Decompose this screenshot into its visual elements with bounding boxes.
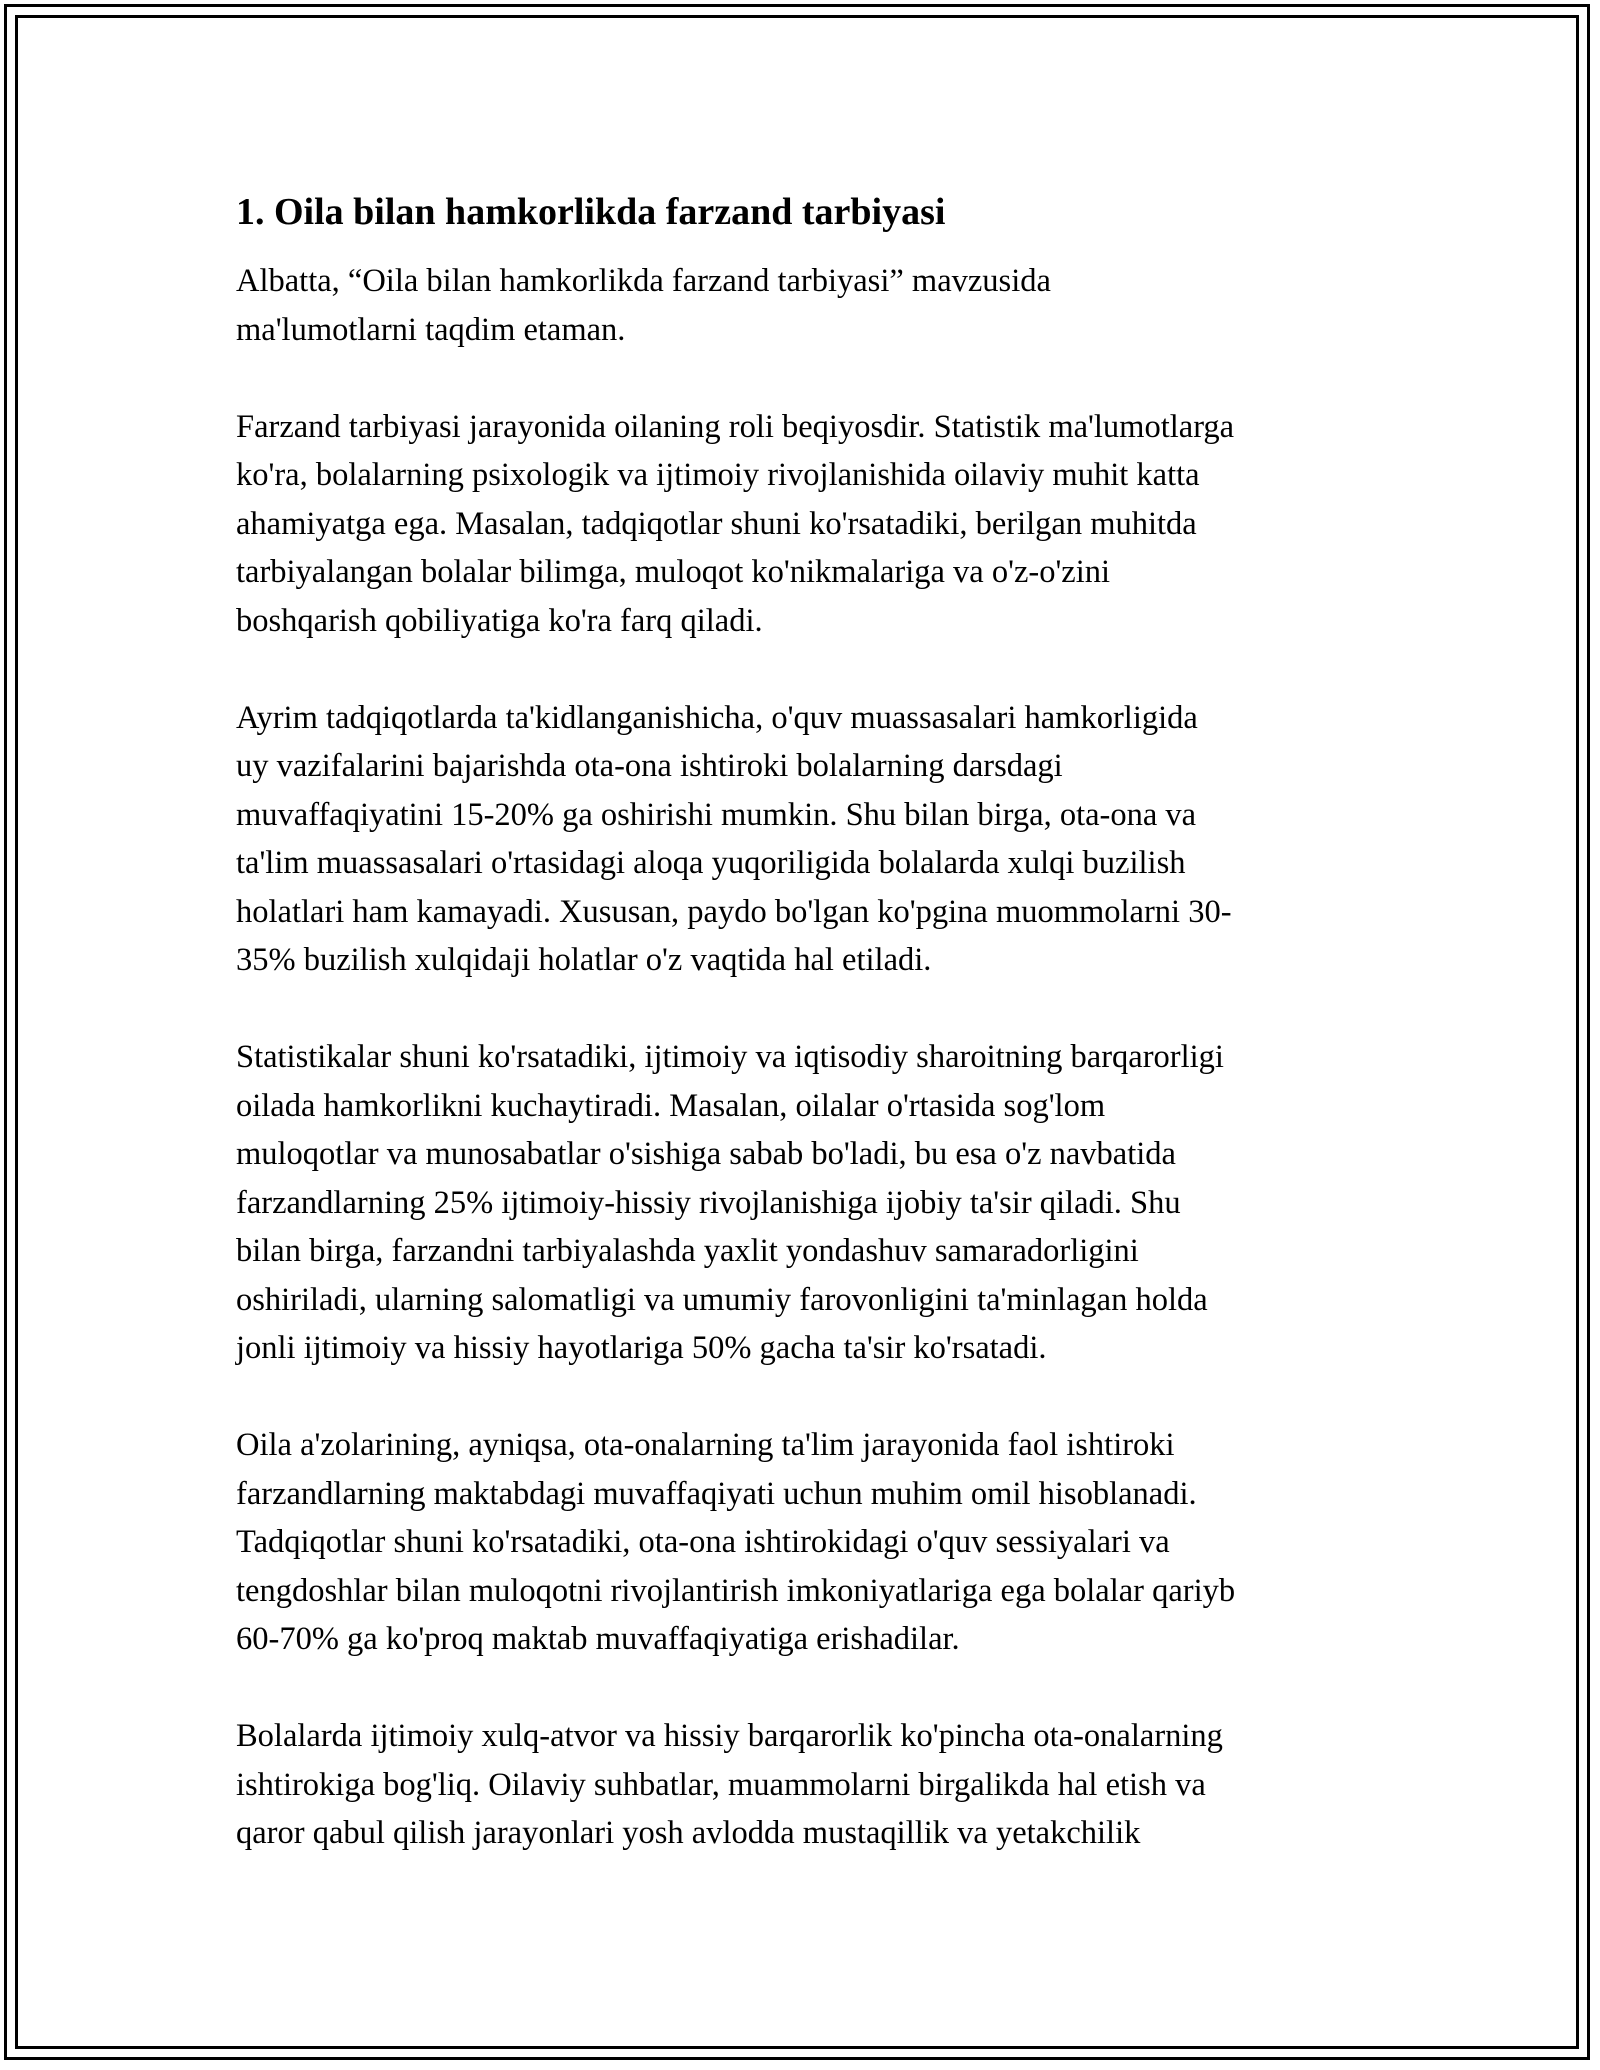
- paragraph-social-behavior: Bolalarda ijtimoiy xulq-atvor va hissiy barqarorlik ko'pincha ota-onalarning ishtirokiga bog'liq. Oilaviy suhbatlar, muammolarni birgalikda hal etish va qaror qabul qilish jarayonlari yosh avlodda mustaqillik va yetakchilik: [236, 1718, 1223, 1851]
- paragraph-family-role: Farzand tarbiyasi jarayonida oilaning roli beqiyosdir. Statistik ma'lumotlarga ko'ra, bolalarning psixologik va ijtimoiy rivojlanishida oilaviy muhit katta ahamiyatga ega. Masalan, tadqiqotlar shuni ko'rsatadiki, berilgan muhitda tarbiyalangan bolalar bilimga, muloqot ko'nikmalariga va o'z-o'zini boshqarish qobiliyatiga ko'ra farq qiladi.: [236, 408, 1235, 639]
- paragraph-statistics: Statistikalar shuni ko'rsatadiki, ijtimoiy va iqtisodiy sharoitning barqarorligi oilada hamkorlikni kuchaytiradi. Masalan, oilalar o'rtasida sog'lom muloqotlar va munosabatlar o'sishiga sabab bo'ladi, bu esa o'z navbatida farzandlarning 25% ijtimoiy-hissiy rivojlanishiga ijobiy ta'sir qiladi. Shu bilan birga, farzandni tarbiyalashda yaxlit yondashuv samaradorligini oshiriladi, ularning salomatligi va umumiy farovonligini ta'minlagan holda jonli ijtimoiy va hissiy hayotlariga 50% gacha ta'sir ko'rsatadi.: [236, 1039, 1224, 1366]
- document-title: 1. Oila bilan hamkorlikda farzand tarbiyasi: [236, 191, 946, 233]
- paragraph-school-success: Oila a'zolarining, ayniqsa, ota-onalarning ta'lim jarayonida faol ishtiroki farzandlarning maktabdagi muvaffaqiyati uchun muhim omil hisoblanadi. Tadqiqotlar shuni ko'rsatadiki, ota-ona ishtirokidagi o'quv sessiyalari va tengdoshlar bilan muloqotni rivojlantirish imkoniyatlariga ega bolalar qariyb 60-70% ga ko'proq maktab muvaffaqiyatiga erishadilar.: [236, 1427, 1236, 1657]
- paragraph-parent-involvement: Ayrim tadqiqotlarda ta'kidlanganishicha, o'quv muassasalari hamkorligida uy vazifalarini bajarishda ota-ona ishtiroki bolalarning darsdagi muvaffaqiyatini 15-20% ga oshirishi mumkin. Shu bilan birga, ota-ona va ta'lim muassasalari o'rtasidagi aloqa yuqoriligida bolalarda xulqi buzilish holatlari ham kamayadi. Xususan, paydo bo'lgan ko'pgina muommolarni 30- 35% buzilish xulqidaji holatlar o'z vaqtida hal etiladi.: [236, 699, 1232, 978]
- paragraph-intro: Albatta, “Oila bilan hamkorlikda farzand tarbiyasi” mavzusida ma'lumotlarni taqdim etaman.: [236, 263, 1051, 348]
- document-body: [236, 188, 1376, 1858]
